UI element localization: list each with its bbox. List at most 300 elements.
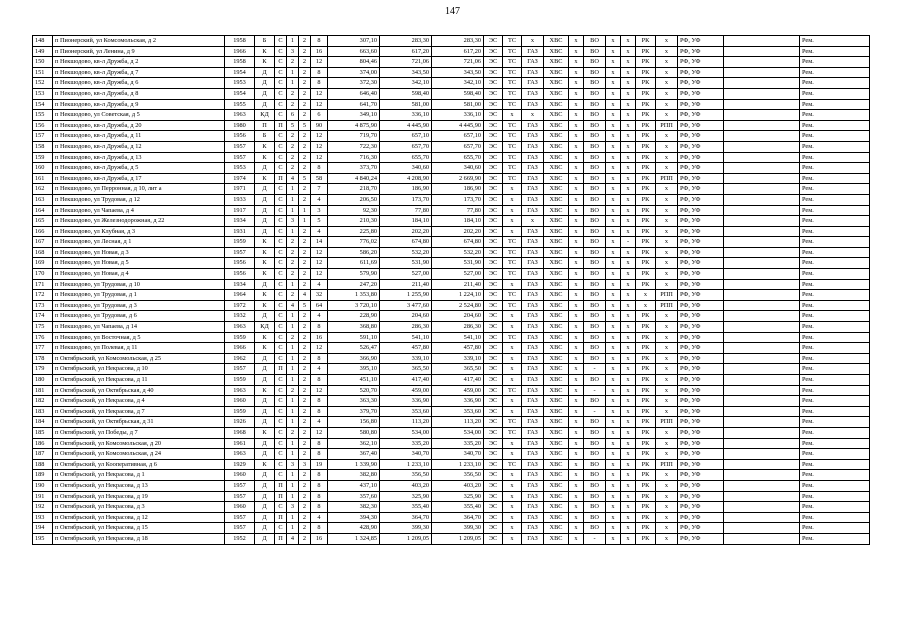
cell-total-area: 363,30 — [328, 396, 380, 407]
cell-extra — [724, 237, 800, 248]
table-row — [33, 88, 870, 99]
cell-residential-area: 335,20 — [432, 438, 484, 449]
cell-lift: х — [621, 406, 636, 417]
cell-living-area: 1 209,05 — [380, 533, 432, 544]
cell-residential-area: 1 233,10 — [432, 459, 484, 470]
cell-cold-water: ХВС — [544, 226, 569, 237]
table-row — [33, 173, 870, 184]
cell-total-area: 357,60 — [328, 491, 380, 502]
cell-living-area: 1 233,10 — [380, 459, 432, 470]
cell-apartments: 8 — [311, 502, 328, 513]
cell-apartments: 4 — [311, 417, 328, 428]
table-row — [33, 36, 870, 47]
cell-gas: ГАЗ — [522, 385, 544, 396]
cell-basement-repair: х — [656, 375, 678, 386]
cell-year-built: 1960 — [225, 470, 255, 481]
cell-year-built: 1972 — [225, 300, 255, 311]
cell-living-area: 531,90 — [380, 258, 432, 269]
cell-living-area: 655,70 — [380, 152, 432, 163]
cell-drainage: ВО — [584, 343, 606, 354]
cell-total-area: 526,47 — [328, 343, 380, 354]
cell-repair-type: Рем. — [800, 258, 870, 269]
cell-facade-repair: РФ, УФ — [678, 131, 724, 142]
cell-cold-water: ХВС — [544, 502, 569, 513]
cell-roof-repair: РК — [636, 46, 656, 57]
cell-facade-repair: РФ, УФ — [678, 247, 724, 258]
cell-hot-water: х — [569, 300, 584, 311]
cell-repair-type: Рем. — [800, 332, 870, 343]
cell-cold-water: ХВС — [544, 258, 569, 269]
cell-basement-repair: РПП — [656, 120, 678, 131]
cell-wall-material: К — [255, 57, 275, 68]
cell-apartments: 8 — [311, 36, 328, 47]
cell-repair-type: Рем. — [800, 438, 870, 449]
cell-heating: ТС — [503, 332, 522, 343]
cell-floors: 2 — [299, 269, 311, 280]
cell-apartments: 4 — [311, 364, 328, 375]
cell-floors: 2 — [299, 533, 311, 544]
cell-heating: х — [503, 406, 522, 417]
cell-electricity: ЭС — [484, 396, 503, 407]
cell-wall-material: К — [255, 459, 275, 470]
cell-residential-area: 541,10 — [432, 332, 484, 343]
cell-drainage: ВО — [584, 205, 606, 216]
table-row — [33, 194, 870, 205]
table-row — [33, 247, 870, 258]
cell-year-built: 1956 — [225, 258, 255, 269]
cell-address: п Некшодово, ул Клубная, д 3 — [53, 226, 225, 237]
cell-wall-material: К — [255, 46, 275, 57]
cell-repair-type: Рем. — [800, 46, 870, 57]
cell-repair-type: Рем. — [800, 36, 870, 47]
cell-sewage: х — [606, 36, 621, 47]
cell-extra — [724, 279, 800, 290]
cell-row-number: 187 — [33, 449, 53, 460]
cell-wall-material: Д — [255, 99, 275, 110]
cell-extra — [724, 417, 800, 428]
cell-floors: 2 — [299, 226, 311, 237]
cell-wall-material: Д — [255, 512, 275, 523]
cell-sewage: х — [606, 427, 621, 438]
cell-sewage: х — [606, 385, 621, 396]
cell-residential-area: 113,20 — [432, 417, 484, 428]
cell-lift: х — [621, 459, 636, 470]
cell-heating: х — [503, 279, 522, 290]
cell-roof-type: П — [275, 533, 287, 544]
table-row — [33, 226, 870, 237]
cell-sewage: х — [606, 99, 621, 110]
cell-lift: х — [621, 523, 636, 534]
cell-sewage: х — [606, 141, 621, 152]
cell-residential-area: 340,70 — [432, 449, 484, 460]
cell-roof-repair: РК — [636, 385, 656, 396]
cell-year-built: 1963 — [225, 322, 255, 333]
cell-living-area: 340,70 — [380, 449, 432, 460]
cell-wall-material: Д — [255, 480, 275, 491]
cell-facade-repair: РФ, УФ — [678, 491, 724, 502]
cell-living-area: 581,00 — [380, 99, 432, 110]
cell-wall-material: Д — [255, 88, 275, 99]
cell-row-number: 189 — [33, 470, 53, 481]
cell-roof-type: С — [275, 406, 287, 417]
cell-roof-type: С — [275, 88, 287, 99]
cell-lift: х — [621, 470, 636, 481]
cell-drainage: ВО — [584, 226, 606, 237]
cell-year-built: 1934 — [225, 279, 255, 290]
cell-basement-repair: х — [656, 194, 678, 205]
cell-address: п Октябрьский, ул Некрасова, д 3 — [53, 502, 225, 513]
cell-year-built: 1966 — [225, 46, 255, 57]
cell-extra — [724, 163, 800, 174]
cell-heating: х — [503, 502, 522, 513]
cell-hot-water: х — [569, 226, 584, 237]
cell-heating: ТС — [503, 67, 522, 78]
cell-repair-type: Рем. — [800, 311, 870, 322]
cell-cold-water: ХВС — [544, 385, 569, 396]
cell-drainage: ВО — [584, 353, 606, 364]
cell-lift: х — [621, 427, 636, 438]
cell-entrances: 2 — [287, 290, 299, 301]
cell-gas: х — [522, 110, 544, 121]
cell-total-area: 307,10 — [328, 36, 380, 47]
cell-year-built: 1963 — [225, 449, 255, 460]
cell-row-number: 195 — [33, 533, 53, 544]
cell-basement-repair: х — [656, 88, 678, 99]
cell-roof-repair: РК — [636, 332, 656, 343]
cell-basement-repair: х — [656, 491, 678, 502]
cell-sewage: х — [606, 152, 621, 163]
cell-cold-water: ХВС — [544, 491, 569, 502]
cell-drainage: ВО — [584, 67, 606, 78]
cell-facade-repair: РФ, УФ — [678, 364, 724, 375]
cell-lift: х — [621, 226, 636, 237]
cell-lift: - — [621, 237, 636, 248]
cell-roof-repair: РК — [636, 512, 656, 523]
cell-apartments: 8 — [311, 480, 328, 491]
cell-year-built: 1958 — [225, 36, 255, 47]
cell-wall-material: К — [255, 385, 275, 396]
cell-year-built: 1963 — [225, 385, 255, 396]
cell-year-built: 1929 — [225, 459, 255, 470]
cell-drainage: ВО — [584, 459, 606, 470]
cell-floors: 4 — [299, 290, 311, 301]
cell-heating: ТС — [503, 237, 522, 248]
cell-year-built: 1959 — [225, 332, 255, 343]
cell-entrances: 2 — [287, 141, 299, 152]
cell-gas: ГАЗ — [522, 322, 544, 333]
cell-heating: х — [503, 533, 522, 544]
cell-lift: х — [621, 353, 636, 364]
cell-address: п Некшодово, ул Трудовая, д 3 — [53, 300, 225, 311]
cell-facade-repair: РФ, УФ — [678, 290, 724, 301]
cell-facade-repair: РФ, УФ — [678, 216, 724, 227]
cell-floors: 2 — [299, 406, 311, 417]
cell-facade-repair: РФ, УФ — [678, 184, 724, 195]
cell-living-area: 417,40 — [380, 375, 432, 386]
cell-heating: ТС — [503, 247, 522, 258]
cell-sewage: х — [606, 194, 621, 205]
cell-floors: 2 — [299, 385, 311, 396]
cell-total-area: 374,00 — [328, 67, 380, 78]
cell-year-built: 1957 — [225, 523, 255, 534]
cell-floors: 2 — [299, 99, 311, 110]
cell-extra — [724, 364, 800, 375]
cell-roof-type: С — [275, 57, 287, 68]
cell-total-area: 206,50 — [328, 194, 380, 205]
cell-lift: х — [621, 184, 636, 195]
cell-gas: ГАЗ — [522, 375, 544, 386]
cell-sewage: х — [606, 459, 621, 470]
cell-residential-area: 1 224,10 — [432, 290, 484, 301]
cell-cold-water: ХВС — [544, 353, 569, 364]
cell-residential-area: 283,30 — [432, 36, 484, 47]
cell-wall-material: К — [255, 300, 275, 311]
cell-drainage: ВО — [584, 290, 606, 301]
cell-apartments: 12 — [311, 141, 328, 152]
cell-heating: х — [503, 322, 522, 333]
cell-year-built: 1933 — [225, 194, 255, 205]
table-row — [33, 427, 870, 438]
cell-extra — [724, 57, 800, 68]
cell-floors: 5 — [299, 173, 311, 184]
cell-roof-repair: РК — [636, 311, 656, 322]
cell-sewage: х — [606, 512, 621, 523]
cell-residential-area: 173,70 — [432, 194, 484, 205]
cell-year-built: 1917 — [225, 205, 255, 216]
cell-entrances: 2 — [287, 332, 299, 343]
cell-total-area: 247,20 — [328, 279, 380, 290]
cell-heating: х — [503, 353, 522, 364]
cell-roof-type: П — [275, 512, 287, 523]
cell-floors: 2 — [299, 163, 311, 174]
cell-lift: х — [621, 67, 636, 78]
cell-total-area: 228,90 — [328, 311, 380, 322]
cell-entrances: 1 — [287, 396, 299, 407]
cell-drainage: ВО — [584, 322, 606, 333]
cell-electricity: ЭС — [484, 194, 503, 205]
cell-extra — [724, 184, 800, 195]
cell-apartments: 19 — [311, 459, 328, 470]
cell-electricity: ЭС — [484, 57, 503, 68]
cell-lift: х — [621, 152, 636, 163]
cell-entrances: 2 — [287, 152, 299, 163]
cell-facade-repair: РФ, УФ — [678, 396, 724, 407]
cell-drainage: ВО — [584, 438, 606, 449]
cell-hot-water: х — [569, 396, 584, 407]
cell-sewage: х — [606, 57, 621, 68]
cell-floors: 2 — [299, 512, 311, 523]
cell-total-area: 225,80 — [328, 226, 380, 237]
cell-sewage: х — [606, 110, 621, 121]
cell-heating: ТС — [503, 269, 522, 280]
cell-address: п Некшодово, ул Трудовая, д 6 — [53, 311, 225, 322]
cell-extra — [724, 36, 800, 47]
cell-residential-area: 657,70 — [432, 141, 484, 152]
cell-lift: х — [621, 491, 636, 502]
cell-extra — [724, 78, 800, 89]
cell-row-number: 154 — [33, 99, 53, 110]
table-row — [33, 322, 870, 333]
housing-register-table — [32, 35, 870, 545]
cell-heating: х — [503, 184, 522, 195]
cell-repair-type: Рем. — [800, 88, 870, 99]
cell-facade-repair: РФ, УФ — [678, 36, 724, 47]
cell-residential-area: 340,60 — [432, 163, 484, 174]
cell-entrances: 2 — [287, 88, 299, 99]
cell-year-built: 1957 — [225, 364, 255, 375]
cell-year-built: 1971 — [225, 184, 255, 195]
cell-address: п Октябрьский, ул Некрасова, д 19 — [53, 491, 225, 502]
cell-living-area: 399,30 — [380, 523, 432, 534]
cell-roof-type: С — [275, 343, 287, 354]
cell-cold-water: ХВС — [544, 184, 569, 195]
cell-total-area: 663,60 — [328, 46, 380, 57]
cell-row-number: 159 — [33, 152, 53, 163]
cell-floors: 5 — [299, 120, 311, 131]
cell-roof-repair: х — [636, 300, 656, 311]
cell-lift: х — [621, 311, 636, 322]
cell-extra — [724, 226, 800, 237]
cell-repair-type: Рем. — [800, 523, 870, 534]
cell-sewage: х — [606, 88, 621, 99]
cell-hot-water: х — [569, 152, 584, 163]
cell-sewage: х — [606, 258, 621, 269]
cell-lift: х — [621, 247, 636, 258]
table-row — [33, 459, 870, 470]
cell-sewage: х — [606, 269, 621, 280]
cell-total-area: 611,69 — [328, 258, 380, 269]
cell-drainage: ВО — [584, 417, 606, 428]
cell-address: п Октябрьский, ул Некрасова, д 4 — [53, 396, 225, 407]
table-row — [33, 417, 870, 428]
cell-electricity: ЭС — [484, 470, 503, 481]
cell-apartments: 8 — [311, 353, 328, 364]
cell-wall-material: Д — [255, 205, 275, 216]
cell-entrances: 1 — [287, 279, 299, 290]
cell-repair-type: Рем. — [800, 163, 870, 174]
cell-living-area: 113,20 — [380, 417, 432, 428]
cell-hot-water: х — [569, 385, 584, 396]
cell-extra — [724, 512, 800, 523]
cell-repair-type: Рем. — [800, 152, 870, 163]
cell-apartments: 12 — [311, 247, 328, 258]
cell-address: п Некшодово, ул Лесная, д 1 — [53, 237, 225, 248]
cell-drainage: - — [584, 533, 606, 544]
cell-wall-material: К — [255, 290, 275, 301]
cell-drainage: ВО — [584, 173, 606, 184]
cell-residential-area: 534,00 — [432, 427, 484, 438]
cell-extra — [724, 290, 800, 301]
cell-row-number: 151 — [33, 67, 53, 78]
cell-extra — [724, 216, 800, 227]
cell-address: п Октябрьский, ул Некрасова, д 1 — [53, 470, 225, 481]
cell-entrances: 1 — [287, 353, 299, 364]
cell-cold-water: ХВС — [544, 120, 569, 131]
cell-row-number: 178 — [33, 353, 53, 364]
cell-roof-type: П — [275, 364, 287, 375]
cell-total-area: 579,90 — [328, 269, 380, 280]
cell-sewage: х — [606, 173, 621, 184]
cell-floors: 2 — [299, 88, 311, 99]
cell-extra — [724, 353, 800, 364]
cell-total-area: 373,70 — [328, 163, 380, 174]
table-row — [33, 406, 870, 417]
cell-extra — [724, 99, 800, 110]
cell-roof-repair: РК — [636, 141, 656, 152]
cell-gas: ГАЗ — [522, 311, 544, 322]
cell-lift: х — [621, 57, 636, 68]
cell-floors: 2 — [299, 78, 311, 89]
cell-entrances: 1 — [287, 406, 299, 417]
cell-floors: 2 — [299, 46, 311, 57]
cell-residential-area: 343,50 — [432, 67, 484, 78]
cell-address: п Некшодово, ул Трудовая, д 1 — [53, 290, 225, 301]
cell-address: п Некшодово, ул Чапаева, д 14 — [53, 322, 225, 333]
cell-sewage: х — [606, 353, 621, 364]
table-row — [33, 131, 870, 142]
cell-hot-water: х — [569, 502, 584, 513]
cell-row-number: 177 — [33, 343, 53, 354]
cell-roof-type: П — [275, 120, 287, 131]
cell-heating: ТС — [503, 99, 522, 110]
cell-sewage: х — [606, 343, 621, 354]
cell-basement-repair: РПП — [656, 300, 678, 311]
cell-entrances: 1 — [287, 449, 299, 460]
cell-facade-repair: РФ, УФ — [678, 279, 724, 290]
cell-roof-repair: РК — [636, 110, 656, 121]
cell-facade-repair: РФ, УФ — [678, 237, 724, 248]
cell-cold-water: ХВС — [544, 247, 569, 258]
cell-basement-repair: х — [656, 131, 678, 142]
cell-hot-water: х — [569, 480, 584, 491]
cell-sewage: х — [606, 406, 621, 417]
cell-roof-repair: РК — [636, 184, 656, 195]
cell-electricity: ЭС — [484, 88, 503, 99]
cell-living-area: 336,10 — [380, 110, 432, 121]
cell-sewage: х — [606, 226, 621, 237]
cell-repair-type: Рем. — [800, 290, 870, 301]
cell-facade-repair: РФ, УФ — [678, 322, 724, 333]
cell-gas: ГАЗ — [522, 512, 544, 523]
cell-total-area: 646,40 — [328, 88, 380, 99]
cell-roof-repair: РК — [636, 173, 656, 184]
cell-residential-area: 356,50 — [432, 470, 484, 481]
cell-address: п Октябрьский, ул Комсомольская, д 24 — [53, 449, 225, 460]
cell-entrances: 4 — [287, 173, 299, 184]
cell-extra — [724, 110, 800, 121]
cell-extra — [724, 406, 800, 417]
cell-wall-material: Д — [255, 406, 275, 417]
cell-electricity: ЭС — [484, 480, 503, 491]
cell-extra — [724, 88, 800, 99]
cell-drainage: ВО — [584, 491, 606, 502]
table-row — [33, 205, 870, 216]
cell-sewage: х — [606, 131, 621, 142]
cell-address: п Пионерский, ул Ленина, д 9 — [53, 46, 225, 57]
cell-extra — [724, 375, 800, 386]
cell-basement-repair: х — [656, 269, 678, 280]
cell-facade-repair: РФ, УФ — [678, 502, 724, 513]
cell-gas: ГАЗ — [522, 57, 544, 68]
table-row — [33, 470, 870, 481]
cell-sewage: х — [606, 247, 621, 258]
cell-entrances: 1 — [287, 343, 299, 354]
cell-gas: ГАЗ — [522, 343, 544, 354]
cell-row-number: 148 — [33, 36, 53, 47]
cell-gas: ГАЗ — [522, 46, 544, 57]
cell-sewage: х — [606, 216, 621, 227]
cell-cold-water: ХВС — [544, 512, 569, 523]
